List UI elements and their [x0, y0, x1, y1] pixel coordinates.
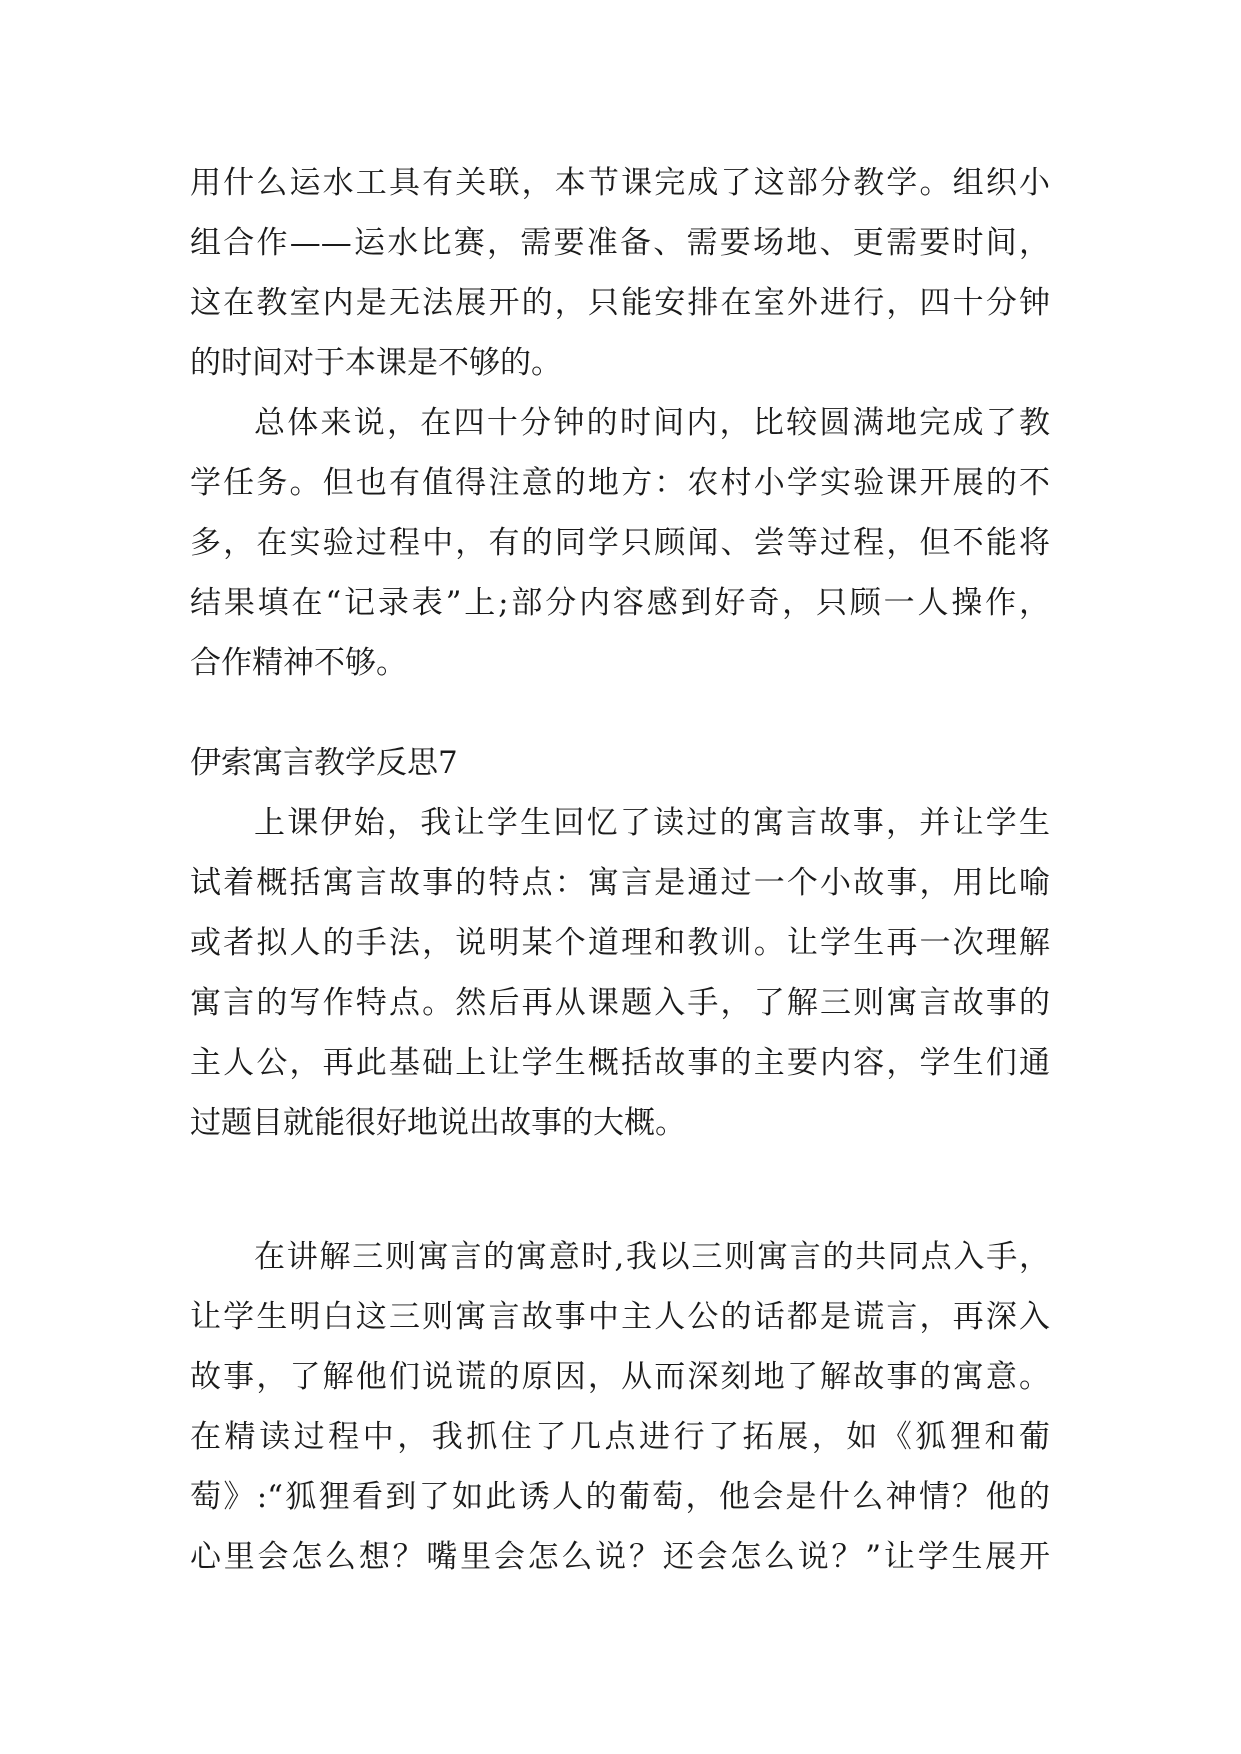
paragraph-first-line: 上课伊始，我让学生回忆了读过的寓言故事，并让学生 [254, 805, 1050, 841]
text-line: 主人公，再此基础上让学生概括故事的主要内容，学生们通 [190, 1045, 1050, 1081]
text-line: 学任务。但也有值得注意的地方：农村小学实验课开展的不 [190, 465, 1050, 501]
document-page [190, 0, 1050, 1754]
text-line: 让学生明白这三则寓言故事中主人公的话都是谎言，再深入 [190, 1299, 1050, 1335]
text-line: 的时间对于本课是不够的。 [190, 345, 562, 381]
text-line: 在精读过程中，我抓住了几点进行了拓展，如《狐狸和葡 [190, 1419, 1050, 1455]
text-line: 萄》:“狐狸看到了如此诱人的葡萄，他会是什么神情？他的 [190, 1479, 1050, 1515]
text-line: 心里会怎么想？嘴里会怎么说？还会怎么说？”让学生展开 [190, 1539, 1050, 1575]
text-line: 故事，了解他们说谎的原因，从而深刻地了解故事的寓意。 [190, 1359, 1050, 1395]
text-line: 过题目就能很好地说出故事的大概。 [190, 1105, 686, 1141]
text-line: 结果填在“记录表”上;部分内容感到好奇，只顾一人操作， [190, 585, 1050, 621]
text-line: 组合作——运水比赛，需要准备、需要场地、更需要时间， [190, 225, 1050, 261]
text-line: 用什么运水工具有关联，本节课完成了这部分教学。组织小 [190, 165, 1050, 201]
text-line: 多，在实验过程中，有的同学只顾闻、尝等过程，但不能将 [190, 525, 1050, 561]
paragraph-first-line: 总体来说，在四十分钟的时间内，比较圆满地完成了教 [254, 405, 1050, 441]
section-heading: 伊索寓言教学反思7 [190, 745, 458, 781]
text-line: 这在教室内是无法展开的，只能安排在室外进行，四十分钟 [190, 285, 1050, 321]
text-line: 合作精神不够。 [190, 645, 407, 681]
text-line: 寓言的写作特点。然后再从课题入手，了解三则寓言故事的 [190, 985, 1050, 1021]
text-line: 试着概括寓言故事的特点：寓言是通过一个小故事，用比喻 [190, 865, 1050, 901]
paragraph-first-line: 在讲解三则寓言的寓意时,我以三则寓言的共同点入手， [254, 1239, 1050, 1275]
text-line: 或者拟人的手法，说明某个道理和教训。让学生再一次理解 [190, 925, 1050, 961]
